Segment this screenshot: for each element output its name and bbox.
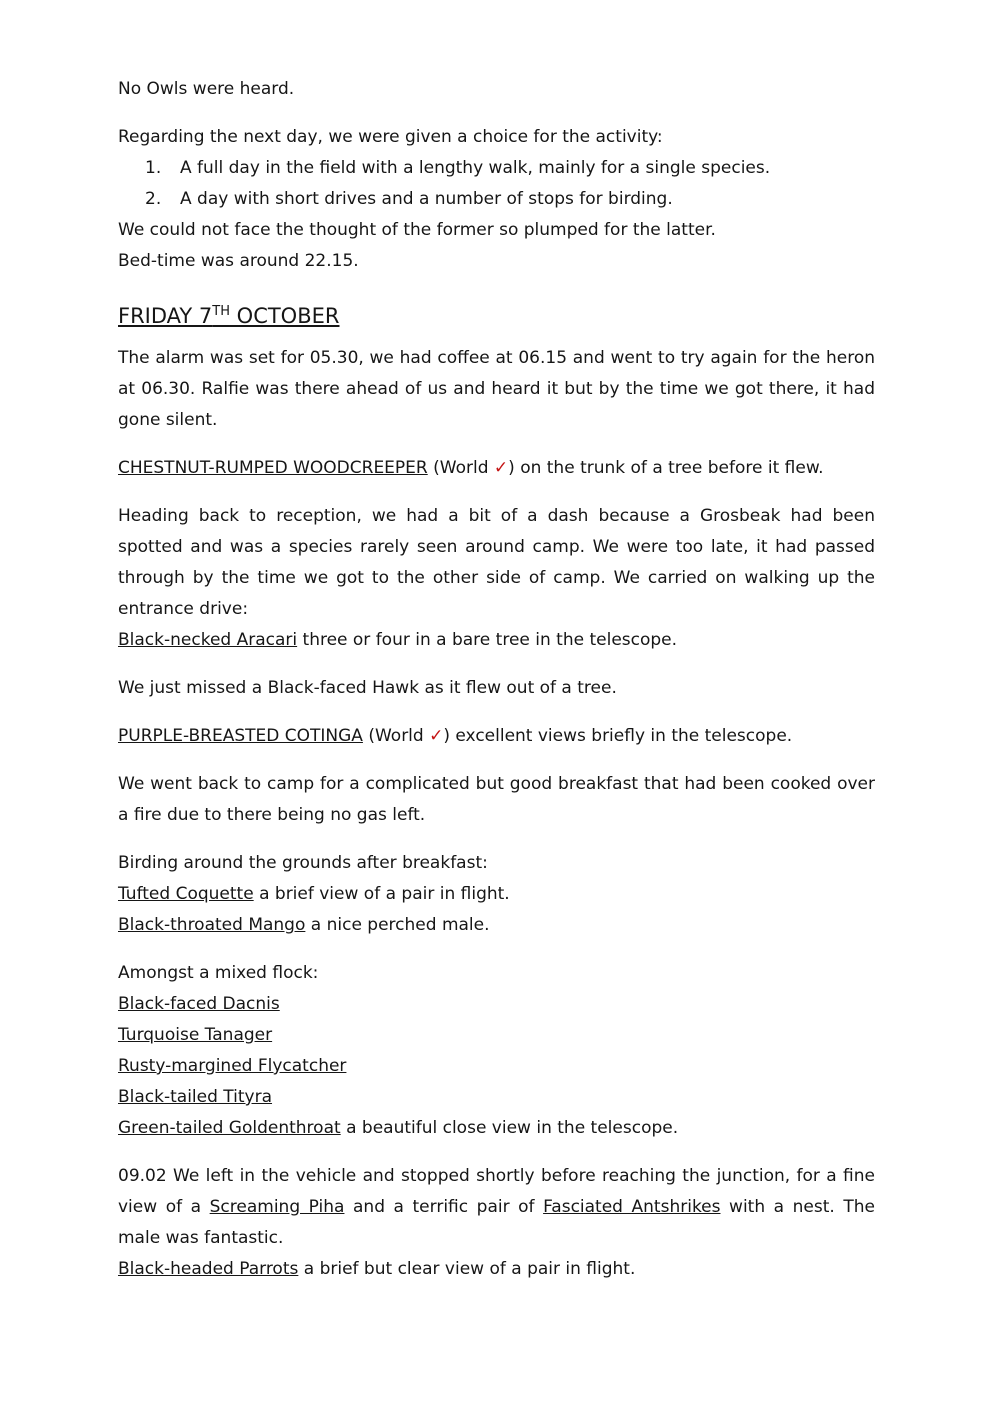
sighting-woodcreeper xyxy=(118,453,875,484)
world-tick-checkmark-icon: ✓ xyxy=(493,458,509,478)
section-heading-friday-7th-october xyxy=(118,299,875,333)
text-run: No Owls were heard. xyxy=(118,79,295,99)
paragraph-former-latter xyxy=(118,215,875,246)
text-run: a nice perched male. xyxy=(305,915,490,935)
flock-species-item xyxy=(118,1051,875,1082)
paragraph-bedtime xyxy=(118,246,875,277)
list-number: 1. xyxy=(145,158,162,178)
heading-text: OCTOBER xyxy=(229,304,340,328)
paragraph-choice-intro xyxy=(118,122,875,153)
species-name: Black-throated Mango xyxy=(118,915,306,935)
departure-block xyxy=(118,1161,875,1285)
text-run: We could not face the thought of the former so plumped for the latter. xyxy=(118,220,716,240)
text-run: with a nest. The male was fantastic. xyxy=(118,1197,875,1248)
text-run: ) excellent views briefly in the telescope. xyxy=(443,726,793,746)
text-run: We just missed a Black-faced Hawk as it flew out of a tree. xyxy=(118,678,617,698)
sighting-coquette xyxy=(118,879,875,910)
text-run: Regarding the next day, we were given a choice for the activity: xyxy=(118,127,663,147)
species-name: Screaming Piha xyxy=(209,1197,345,1217)
text-run: The alarm was set for 05.30, we had coffee at 06.15 and went to try again for the heron at 06.30. Ralfie was there ahead of us and heard it but by the time we got there, it had gone silent. xyxy=(118,348,875,430)
text-run: (World xyxy=(362,726,430,746)
species-name: Turquoise Tanager xyxy=(118,1025,273,1045)
sighting-aracari xyxy=(118,625,875,656)
heading-text: FRIDAY 7 xyxy=(118,304,213,328)
species-name: Black-necked Aracari xyxy=(118,630,298,650)
list-item-text: A full day in the field with a lengthy walk, mainly for a single species. xyxy=(180,158,771,178)
birding-grounds-block xyxy=(118,848,875,941)
species-name: PURPLE-BREASTED COTINGA xyxy=(118,726,363,746)
text-run: Birding around the grounds after breakfast: xyxy=(118,853,488,873)
species-name: Fasciated Antshrikes xyxy=(543,1197,721,1217)
sighting-cotinga xyxy=(118,721,875,752)
flock-species-item xyxy=(118,989,875,1020)
paragraph-breakfast xyxy=(118,769,875,831)
list-number: 2. xyxy=(145,189,162,209)
list-item-short-drives xyxy=(118,184,875,215)
sighting-goldenthroat xyxy=(118,1113,875,1144)
paragraph-birding-intro xyxy=(118,848,875,879)
text-run: We went back to camp for a complicated but good breakfast that had been cooked over a fire due to there being no gas left. xyxy=(118,774,875,825)
text-run: three or four in a bare tree in the telescope. xyxy=(297,630,678,650)
world-tick-checkmark-icon: ✓ xyxy=(429,726,444,746)
paragraph-0902-departure xyxy=(118,1161,875,1254)
species-name: Black-tailed Tityra xyxy=(118,1087,273,1107)
paragraph-hawk xyxy=(118,673,875,704)
heading-ordinal-superscript: TH xyxy=(212,304,230,319)
species-name: Black-faced Dacnis xyxy=(118,994,280,1014)
activity-choice-block xyxy=(118,122,875,277)
species-name: Rusty-margined Flycatcher xyxy=(118,1056,347,1076)
flock-species-item xyxy=(118,1020,875,1051)
text-run: Bed-time was around 22.15. xyxy=(118,251,359,271)
paragraph-reception xyxy=(118,501,875,625)
species-name: Black-headed Parrots xyxy=(118,1259,299,1279)
list-item-text: A day with short drives and a number of stops for birding. xyxy=(180,189,673,209)
paragraph-alarm xyxy=(118,343,875,436)
reception-block xyxy=(118,501,875,656)
text-run: a brief but clear view of a pair in flight. xyxy=(298,1259,636,1279)
text-run: (World xyxy=(427,458,494,478)
species-name: Tufted Coquette xyxy=(118,884,254,904)
text-run: a beautiful close view in the telescope. xyxy=(340,1118,679,1138)
text-run: a brief view of a pair in flight. xyxy=(253,884,510,904)
text-run: 09.02 We left in the vehicle and stopped shortly before reaching the junction, for a fine view of a xyxy=(118,1166,875,1217)
species-name: CHESTNUT-RUMPED WOODCREEPER xyxy=(118,458,428,478)
flock-species-item xyxy=(118,1082,875,1113)
text-run: and a terrific pair of xyxy=(344,1197,544,1217)
text-run: ) on the trunk of a tree before it flew. xyxy=(508,458,824,478)
species-name: Green-tailed Goldenthroat xyxy=(118,1118,341,1138)
mixed-flock-block xyxy=(118,958,875,1144)
paragraph-no-owls xyxy=(118,74,875,105)
sighting-mango xyxy=(118,910,875,941)
paragraph-flock-intro xyxy=(118,958,875,989)
text-run: Amongst a mixed flock: xyxy=(118,963,319,983)
text-run: Heading back to reception, we had a bit of a dash because a Grosbeak had been spotted and was a species rarely seen around camp. We were too late, it had passed through by the time we got to the other side of camp. We carried on walking up the entrance drive: xyxy=(118,506,875,619)
list-item-full-day xyxy=(118,153,875,184)
sighting-parrots xyxy=(118,1254,875,1285)
